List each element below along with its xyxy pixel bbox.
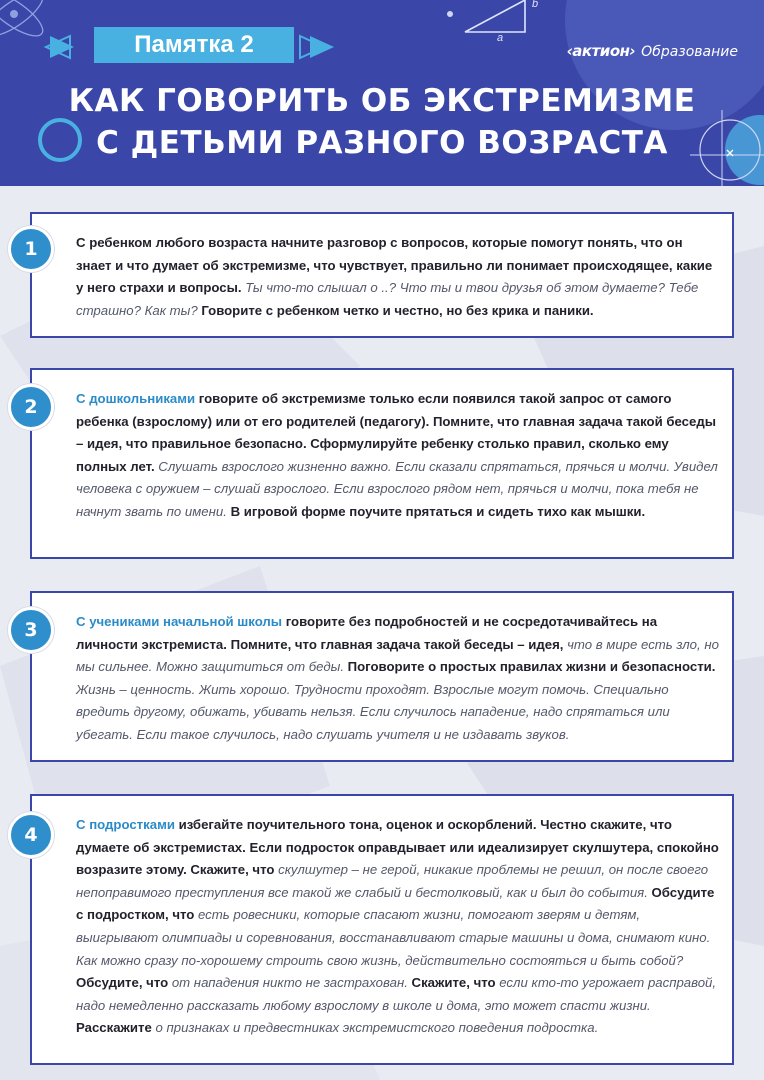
brand-logo	[567, 42, 738, 60]
tip-text-3	[76, 611, 721, 747]
tip-segment: о признаках и предвестниках экстремистского поведения подростка.	[155, 1020, 599, 1036]
tip-number-4: 4	[8, 812, 54, 858]
tip-text-2	[76, 388, 721, 524]
tip-segment: С учениками начальной школы	[76, 614, 283, 629]
tip-segment: Обсудите с подростком, что	[76, 884, 715, 923]
tip-number-3: 3	[8, 607, 54, 653]
tip-segment: С подростками	[76, 817, 175, 832]
memo-badge: Памятка 2	[94, 27, 294, 63]
tip-segment: что в мире есть зло, но мы сильнее. Можно защититься от беды.	[76, 636, 719, 675]
header-banner	[0, 0, 764, 186]
tip-card-2	[30, 368, 734, 559]
tip-segment: от нападения никто не застрахован.	[171, 975, 408, 991]
brand-main: ‹актион›	[566, 42, 636, 60]
tip-segment: Обсудите, что	[76, 975, 172, 991]
tip-segment: говорите об экстремизме только если появился такой запрос от самого ребенка (взрослому) или от его родителей (педагогу). Помните, что главная задача такой беседы – идея, что правильное безопасно. Сформулируйте ребенку столько правил, сколько ему полных лет.	[76, 391, 716, 474]
geometry-label-a: a	[497, 32, 504, 44]
tip-segment: скулшутер – не герой, никакие проблемы не решил, он после своего непоправимого преступления все такой же слабый и бестолковый, как и был до события.	[76, 862, 709, 900]
tip-segment: Ты что-то слышал о ..? Что ты и твои друзья об этом думаете? Тебе страшно? Как ты?	[76, 280, 699, 318]
brand-sub: Образование	[641, 44, 738, 60]
tip-segment: В игровой форме поучите прятаться и сидеть тихо как мышки.	[226, 503, 646, 519]
tip-segment: С ребенком любого возраста начните разговор с вопросов, которые помогут понять, что он знает и что думает об экстремизме, что чувствует, правильно ли понимает происходящее, какие у него страхи и вопросы.	[76, 235, 713, 296]
tip-number-2: 2	[8, 384, 54, 430]
tip-number-1: 1	[8, 226, 54, 272]
tip-segment: Жизнь – ценность. Жить хорошо. Трудности проходят. Взрослые могут помочь. Специально вредить другому, обижать, убивать нельзя. Если случилось нападение, надо спрятаться или убегать. Если такое случилось, надо слушать учителя и не издавать звуков.	[76, 681, 670, 742]
tip-segment: есть ровесники, которые спасают жизни, помогают зверям и детям, выигрывают олимпиады и соревнования, восстанавливают старые машины и дома, снимают кино. Как можно сразу по-хорошему строить свою жизнь, действительно состояться и быть собой?	[76, 907, 711, 968]
tip-segment: Поговорите о простых правилах жизни и безопасности.	[343, 659, 716, 675]
tip-text-4	[76, 814, 721, 1040]
tip-segment: Расскажите	[76, 1020, 156, 1036]
title-line-1: КАК ГОВОРИТЬ ОБ ЭКСТРЕМИЗМЕ	[68, 83, 696, 119]
tip-card-1	[30, 212, 734, 338]
tip-segment: С дошкольниками	[76, 391, 196, 406]
geometry-label-b: b	[532, 0, 539, 10]
tip-card-4	[30, 794, 734, 1065]
tip-segment: Слушать взрослого жизненно важно. Если сказали спрятаться, прячься и молчи. Увидел человека с оружием – слушай взрослого. Если взрослого рядом нет, прячься и молчи, пока тебя не начнут звать по имени.	[76, 458, 718, 519]
tip-segment: если кто-то угрожает расправой, надо немедленно рассказать любому взрослому в школе и дома, это может спасти жизни.	[76, 975, 717, 1013]
page-title	[0, 80, 764, 164]
tip-segment: Говорите с ребенком четко и честно, но без крика и паники.	[197, 302, 594, 318]
tip-text-1	[76, 232, 721, 322]
tip-segment: Скажите, что	[407, 975, 500, 991]
title-line-2: С ДЕТЬМИ РАЗНОГО ВОЗРАСТА	[96, 125, 668, 161]
tip-card-3	[30, 591, 734, 762]
tip-segment: говорите без подробностей и не сосредотачивайтесь на личности экстремиста. Помните, что главная задача такой беседы – идея,	[76, 614, 658, 652]
tip-segment: избегайте поучительного тона, оценок и оскорблений. Честно скажите, что думаете об экстремистах. Если подросток оправдывает или идеализирует скулшутера, спокойно возразите этому. Скажите, что	[76, 817, 719, 878]
